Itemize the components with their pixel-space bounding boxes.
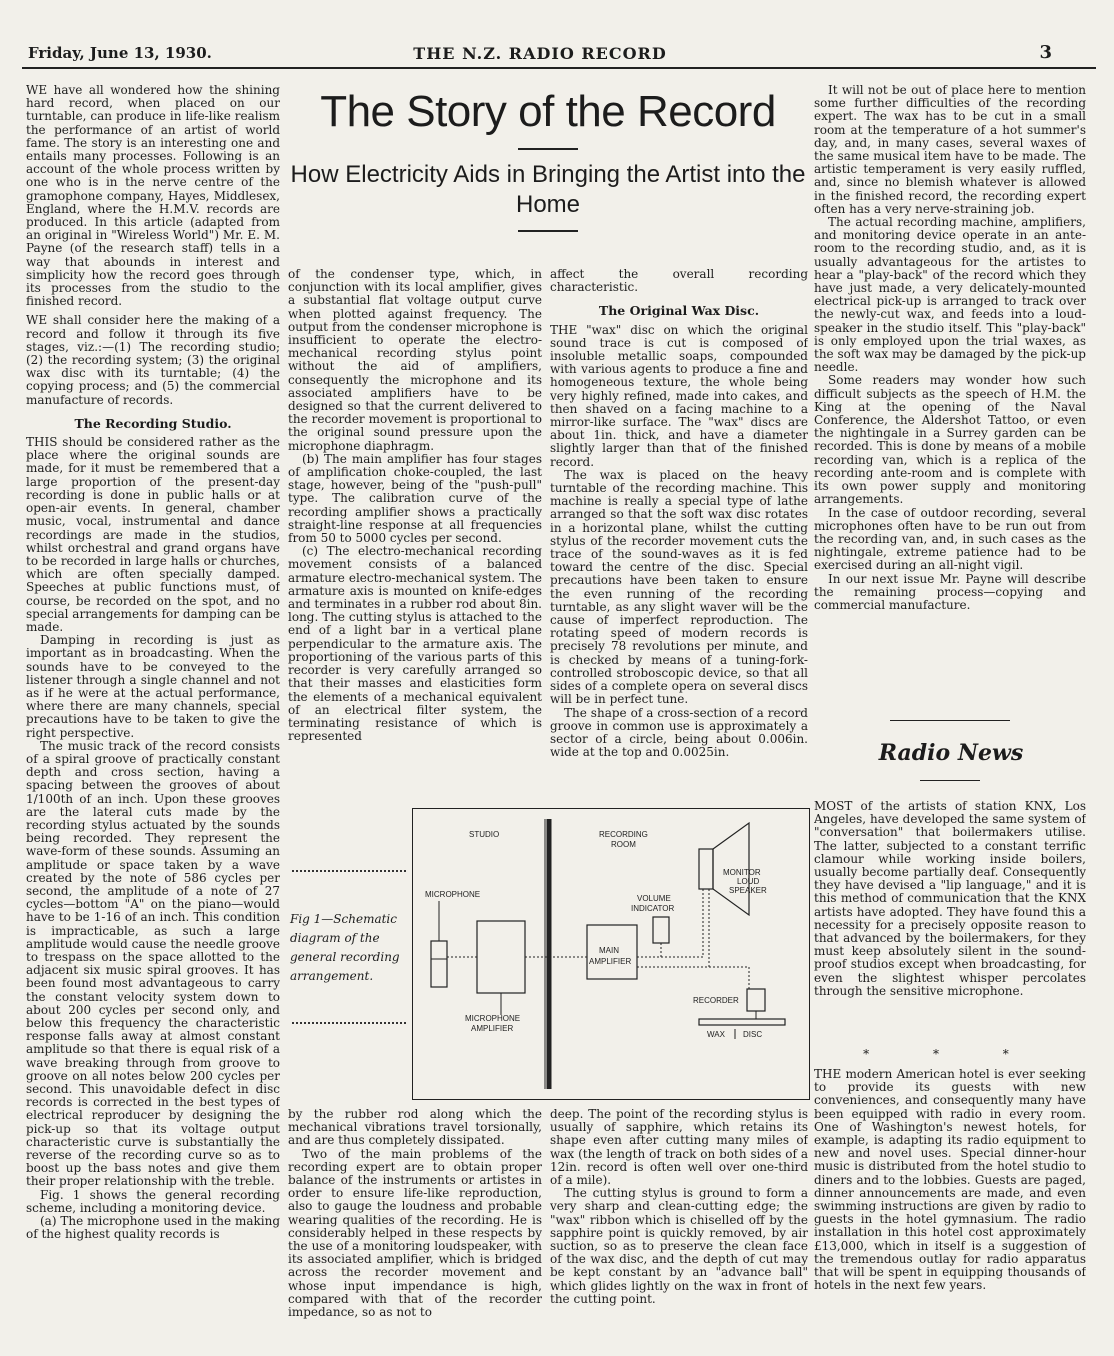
radio-news-item-1 — [814, 800, 1086, 1044]
radio-news-paragraph-1: MOST of the artists of station KNX, Los Angeles, have developed the same system of "conversation" that boilermakers utilise. The latter, subjected to a constant terrific clamour while working inside boilers, usually become partially deaf. Consequently they have devised a "lip language," and it is this method of communication that the KNX artists have adopted. They have found this a necessity for a precisely opposite reason to that advanced by the boilermakers, for they must keep absolutely silent in the sound-proof studios except when broadcasting, for even the slightest whisper percolates through the sensitive microphone. — [814, 800, 1086, 998]
publication-title: THE N.Z. RADIO RECORD — [413, 44, 667, 63]
figure-caption: Fig 1—Schematic diagram of the general recording arrangement. — [290, 912, 400, 983]
label-disc: DISC — [743, 1030, 763, 1039]
label-speaker: SPEAKER — [729, 886, 767, 895]
article-title-block — [288, 82, 808, 262]
turntable — [699, 1019, 785, 1025]
column-2-top — [288, 268, 542, 800]
radio-news-title: Radio News — [878, 740, 1024, 766]
studio-paragraph-2: Damping in recording is just as important as in broadcasting. When the sounds have to be conveyed to the listener through a single channel and not as if he were at the actual performance, where there are many channels, special precautions have to be taken to give the right perspective. — [26, 633, 280, 740]
mic-amplifier-box — [477, 921, 525, 993]
col2-paragraph-2: (b) The main amplifier has four stages of amplification choke-coupled, the last stage, however, being of the "push-pull" type. The calibration curve of the recording amplifier shows a practically straight-line response at all frequencies from 50 to 5000 cycles per second. — [288, 451, 542, 546]
radio-news-paragraph-2: THE modern American hotel is ever seeking to provide its guests with new conveniences, and consequently many have been equipped with radio in every room. One of Washington's newest hotels, for example, is adapting its radio equipment to new and novel uses. Special dinner-hour music is distributed from the hotel studio to diners and to the lobbies. Guests are paged, dinner announcements are made, and even swimming instructions are given by radio to guests in the hotel gymnasium. The radio installation in this hotel cost approximately £13,000, which in itself is a suggestion of the tremendous outlay for radio apparatus that will be spent in equipping thousands of hotels in the next few years. — [814, 1068, 1086, 1293]
label-recorder: RECORDER — [693, 996, 739, 1005]
col4-paragraph-3: Some readers may wonder how such difficult subjects as the speech of H.M. the King at the opening of the Naval Conference, the Aldershot Tattoo, or even the nightingale in a Surrey garden can be recorded. This is done by means of a mobile recording van, which is a replica of the recording ante-room and is complete with its own power supply and monitoring arrangements. — [814, 373, 1086, 507]
label-indicator: INDICATOR — [631, 904, 675, 913]
col3-paragraph-2: THE "wax" disc on which the original sound trace is cut is composed of insoluble metallic soaps, compounded with various agents to produce a fine and homogeneous texture, the whole being very highly refined, made into cakes, and then shaved on a facing machine to a mirror-like surface. The "wax" discs are about 1in. thick, and have a diameter slightly larger than that of the finished record. — [550, 322, 808, 469]
studio-paragraph-4: Fig. 1 shows the general recording scheme, including a monitoring device. — [26, 1187, 280, 1215]
microphone-box — [431, 941, 447, 987]
col3-bottom-paragraph-1: deep. The point of the recording stylus is usually of sapphire, which retains its shape even after cutting many miles of wax (the length of track on both sides of a 12in. record is often well over one-third of a mile). — [550, 1108, 808, 1188]
caption-rule-top — [292, 870, 406, 875]
col4-paragraph-4: In the case of outdoor recording, several microphones often have to be run out from the recording van, and, in such cases as the nightingale, extreme patience had to be exercised during an all-night vigil. — [814, 505, 1086, 573]
label-main: MAIN — [599, 946, 619, 955]
title-rule — [518, 148, 578, 150]
recording-studio-heading: The Recording Studio. — [74, 415, 232, 431]
col2-paragraph-3: (c) The electro-mechanical recording movement consists of a balanced armature electro-mechanical system. The armature axis is mounted on knife-edges and terminates in a rubber rod about 8in. long. The cutting stylus is attached to the end of a light bar in a vertical plane perpendicular to the armature axis. The proportioning of the various parts of this recorder is very carefully arranged so that their masses and elasticities form the elements of a mechanical equivalent of an electrical filter system, the terminating resistance of which is represented — [288, 544, 542, 744]
label-loud: LOUD — [737, 877, 760, 886]
label-studio: STUDIO — [469, 830, 500, 839]
label-monitor: MONITOR — [723, 868, 761, 877]
col3-bottom-paragraph-2: The cutting stylus is ground to form a very sharp and clean-cutting edge; the "wax" ribbon which is chiselled off by the sapphire point is quickly removed, by air suction, so as to preserve the clean face of the wax disc, and the depth of cut may be kept constant by an "advance ball" which glides lightly on the wax in front of the cutting point. — [550, 1186, 808, 1306]
page-header — [28, 40, 1052, 66]
issue-date: Friday, June 13, 1930. — [28, 44, 212, 62]
monitor-speaker-box — [699, 849, 713, 889]
recorder-box — [747, 989, 765, 1011]
diagram-svg — [413, 809, 809, 1099]
studio-paragraph-5: (a) The microphone used in the making of the highest quality records is — [26, 1214, 280, 1242]
header-rule — [22, 67, 1096, 69]
stages-paragraph: WE shall consider here the making of a record and follow it through its five stages, viz.:—(1) The recording studio; (2) the recording system; (3) the original wax disc with its turntable; (4) the copying process; and (5) the commercial manufacture of records. — [26, 313, 280, 407]
intro-paragraph: WE have all wondered how the shining hard record, when placed on our turntable, can produce in life-like realism the performance of an artist of world fame. The story is an interesting one and entails many processes. Following is an account of the whole process written by one who is in the nerve centre of the gramophone company, Hayes, Middlesex, England, where the H.M.V. records are produced. In this article (adapted from an original in "Wireless World") Mr. E. M. Payne (of the research staff) tells in a way that abounds in interest and simplicity how the record goes through its processes from the studio to the finished record. — [26, 84, 280, 309]
wax-disc-heading: The Original Wax Disc. — [598, 303, 760, 319]
section-separator: * * * — [863, 1047, 1039, 1061]
label-wax: WAX — [707, 1030, 725, 1039]
article-subtitle: How Electricity Aids in Bringing the Artist into the Home — [290, 161, 806, 218]
label-mic-amp-2: AMPLIFIER — [471, 1024, 514, 1033]
label-recording: RECORDING — [599, 830, 648, 839]
label-amplifier: AMPLIFIER — [589, 957, 632, 966]
col4-paragraph-2: The actual recording machine, amplifiers, and monitoring device operate in an ante-room to the recording studio, and, as it is usually advantageous for the artistes to hear a "play-back" of the record which they have just made, a very delicately-mounted electrical pick-up is arranged to track over the newly-cut wax, and feeds into a loud-speaker in the studio itself. This "play-back" is only employed upon the trial waxes, as the soft wax may be damaged by the pick-up needle. — [814, 215, 1086, 375]
col2-paragraph-1: of the condenser type, which, in conjunction with its local amplifier, gives a substantial flat voltage output curve when plotted against frequency. The output from the condenser microphone is insufficient to operate the electro-mechanical recording stylus point without the aid of amplifiers, consequently the microphone and its associated amplifiers have to be designed so that the current delivered to the recorder movement is proportional to the original sound pressure upon the microphone diaphragm. — [288, 268, 542, 453]
radio-news-rule-top — [890, 720, 1010, 721]
col3-paragraph-3: The wax is placed on the heavy turntable of the recording machine. This machine is really a special type of lathe arranged so that the soft wax disc rotates in a horizontal plane, whilst the cutting stylus of the recorder movement cuts the trace of the sound-waves as it is fed toward the centre of the disc. Special precautions have been taken to ensure the even running of the recording turntable, as any slight waver will be the cause of imperfect reproduction. The rotating speed of modern records is precisely 78 revolutions per minute, and is checked by means of a tuning-fork-controlled stroboscopic device, so that all sides of a complete opera on several discs will be in perfect tune. — [550, 467, 808, 707]
col3-paragraph-4: The shape of a cross-section of a record groove in common use is approximately a sector of a circle, being about 0.006in. wide at the top and 0.0025in. — [550, 705, 808, 760]
col2-bottom-paragraph-2: Two of the main problems of the recording expert are to obtain proper balance of the instruments or artistes in order to ensure life-like reproduction, also to gauge the loudness and probable wearing qualities of the recording. He is considerably helped in these respects by the use of a monitoring loudspeaker, with its associated amplifier, which is bridged across the recorder movement and whose input impendance is high, compared with that of the recorder impedance, so as not to — [288, 1146, 542, 1320]
column-1 — [26, 84, 280, 1334]
column-4-top — [814, 84, 1086, 700]
label-volume: VOLUME — [637, 894, 671, 903]
radio-news-rule-bottom — [920, 780, 980, 781]
schematic-diagram — [412, 808, 810, 1100]
volume-indicator-box — [653, 917, 669, 943]
column-2-bottom — [288, 1108, 542, 1336]
column-3-top — [550, 268, 808, 800]
col4-paragraph-1: It will not be out of place here to mention some further difficulties of the recording expert. The wax has to be cut in a small room at the temperature of a hot summer's day, and, in many cases, several waxes of the same musical item have to be made. The artistic temperament is very easily ruffled, and, since no blemish whatever is allowed in the finished record, the recording expert often has a very nerve-straining job. — [814, 84, 1086, 216]
article-title: The Story of the Record — [320, 87, 776, 136]
label-microphone: MICROPHONE — [425, 890, 481, 899]
label-room: ROOM — [611, 840, 636, 849]
subtitle-rule — [518, 230, 578, 232]
col2-bottom-paragraph-1: by the rubber rod along which the mechanical vibrations travel torsionally, and are thus completely dissipated. — [288, 1108, 542, 1148]
col3-paragraph-1: affect the overall recording characteristic. — [550, 268, 808, 295]
page-number: 3 — [1039, 42, 1052, 63]
col4-paragraph-5: In our next issue Mr. Payne will describe the remaining process—copying and commercial manufacture. — [814, 571, 1086, 612]
label-mic-amp-1: MICROPHONE — [465, 1014, 521, 1023]
radio-news-item-2 — [814, 1068, 1086, 1336]
column-3-bottom — [550, 1108, 808, 1336]
studio-paragraph-3: The music track of the record consists of a spiral groove of practically constant depth and cross section, having a spacing between the grooves of about 1/100th of an inch. Upon these grooves are the lateral cuts made by the recording stylus actuated by the sounds being recorded. They represent the wave-form of these sounds. Assuming an amplitude or space taken by a wave created by the note of 586 cycles per second, the amplitude of a note of 27 cycles—bottom "A" on the piano—would have to be 1-16 of an inch. This condition is impracticable, as such a large amplitude would cause the needle groove to trespass on the space allotted to the adjacent six music spiral grooves. It has been found most advantageous to carry the constant velocity system down to about 200 cycles per second only, and below this frequency the characteristic response falls away at almost constant amplitude so that there is equal risk of a wave breaking through from groove to groove on all notes below 200 cycles per second. This unavoidable defect in disc records is corrected in the best types of electrical reproducer by designing the pick-up so that its voltage output characteristic curve is substantially the reverse of the recording curve so as to boost up the bass notes and give them their proper relationship with the treble. — [26, 738, 280, 1189]
studio-paragraph-1: THIS should be considered rather as the place where the original sounds are made, for it must be remembered that a large proportion of the present-day recording is done in public halls or at open-air events. In general, chamber music, vocal, instrumental and dance recordings are made in the studios, whilst orchestral and grand organs have to be recorded in large halls or churches, which are often specially damped. Speeches at public functions must, of course, be recorded on the spot, and no special arrangements for damping can be made. — [26, 435, 280, 634]
caption-rule-bottom — [292, 1022, 406, 1027]
